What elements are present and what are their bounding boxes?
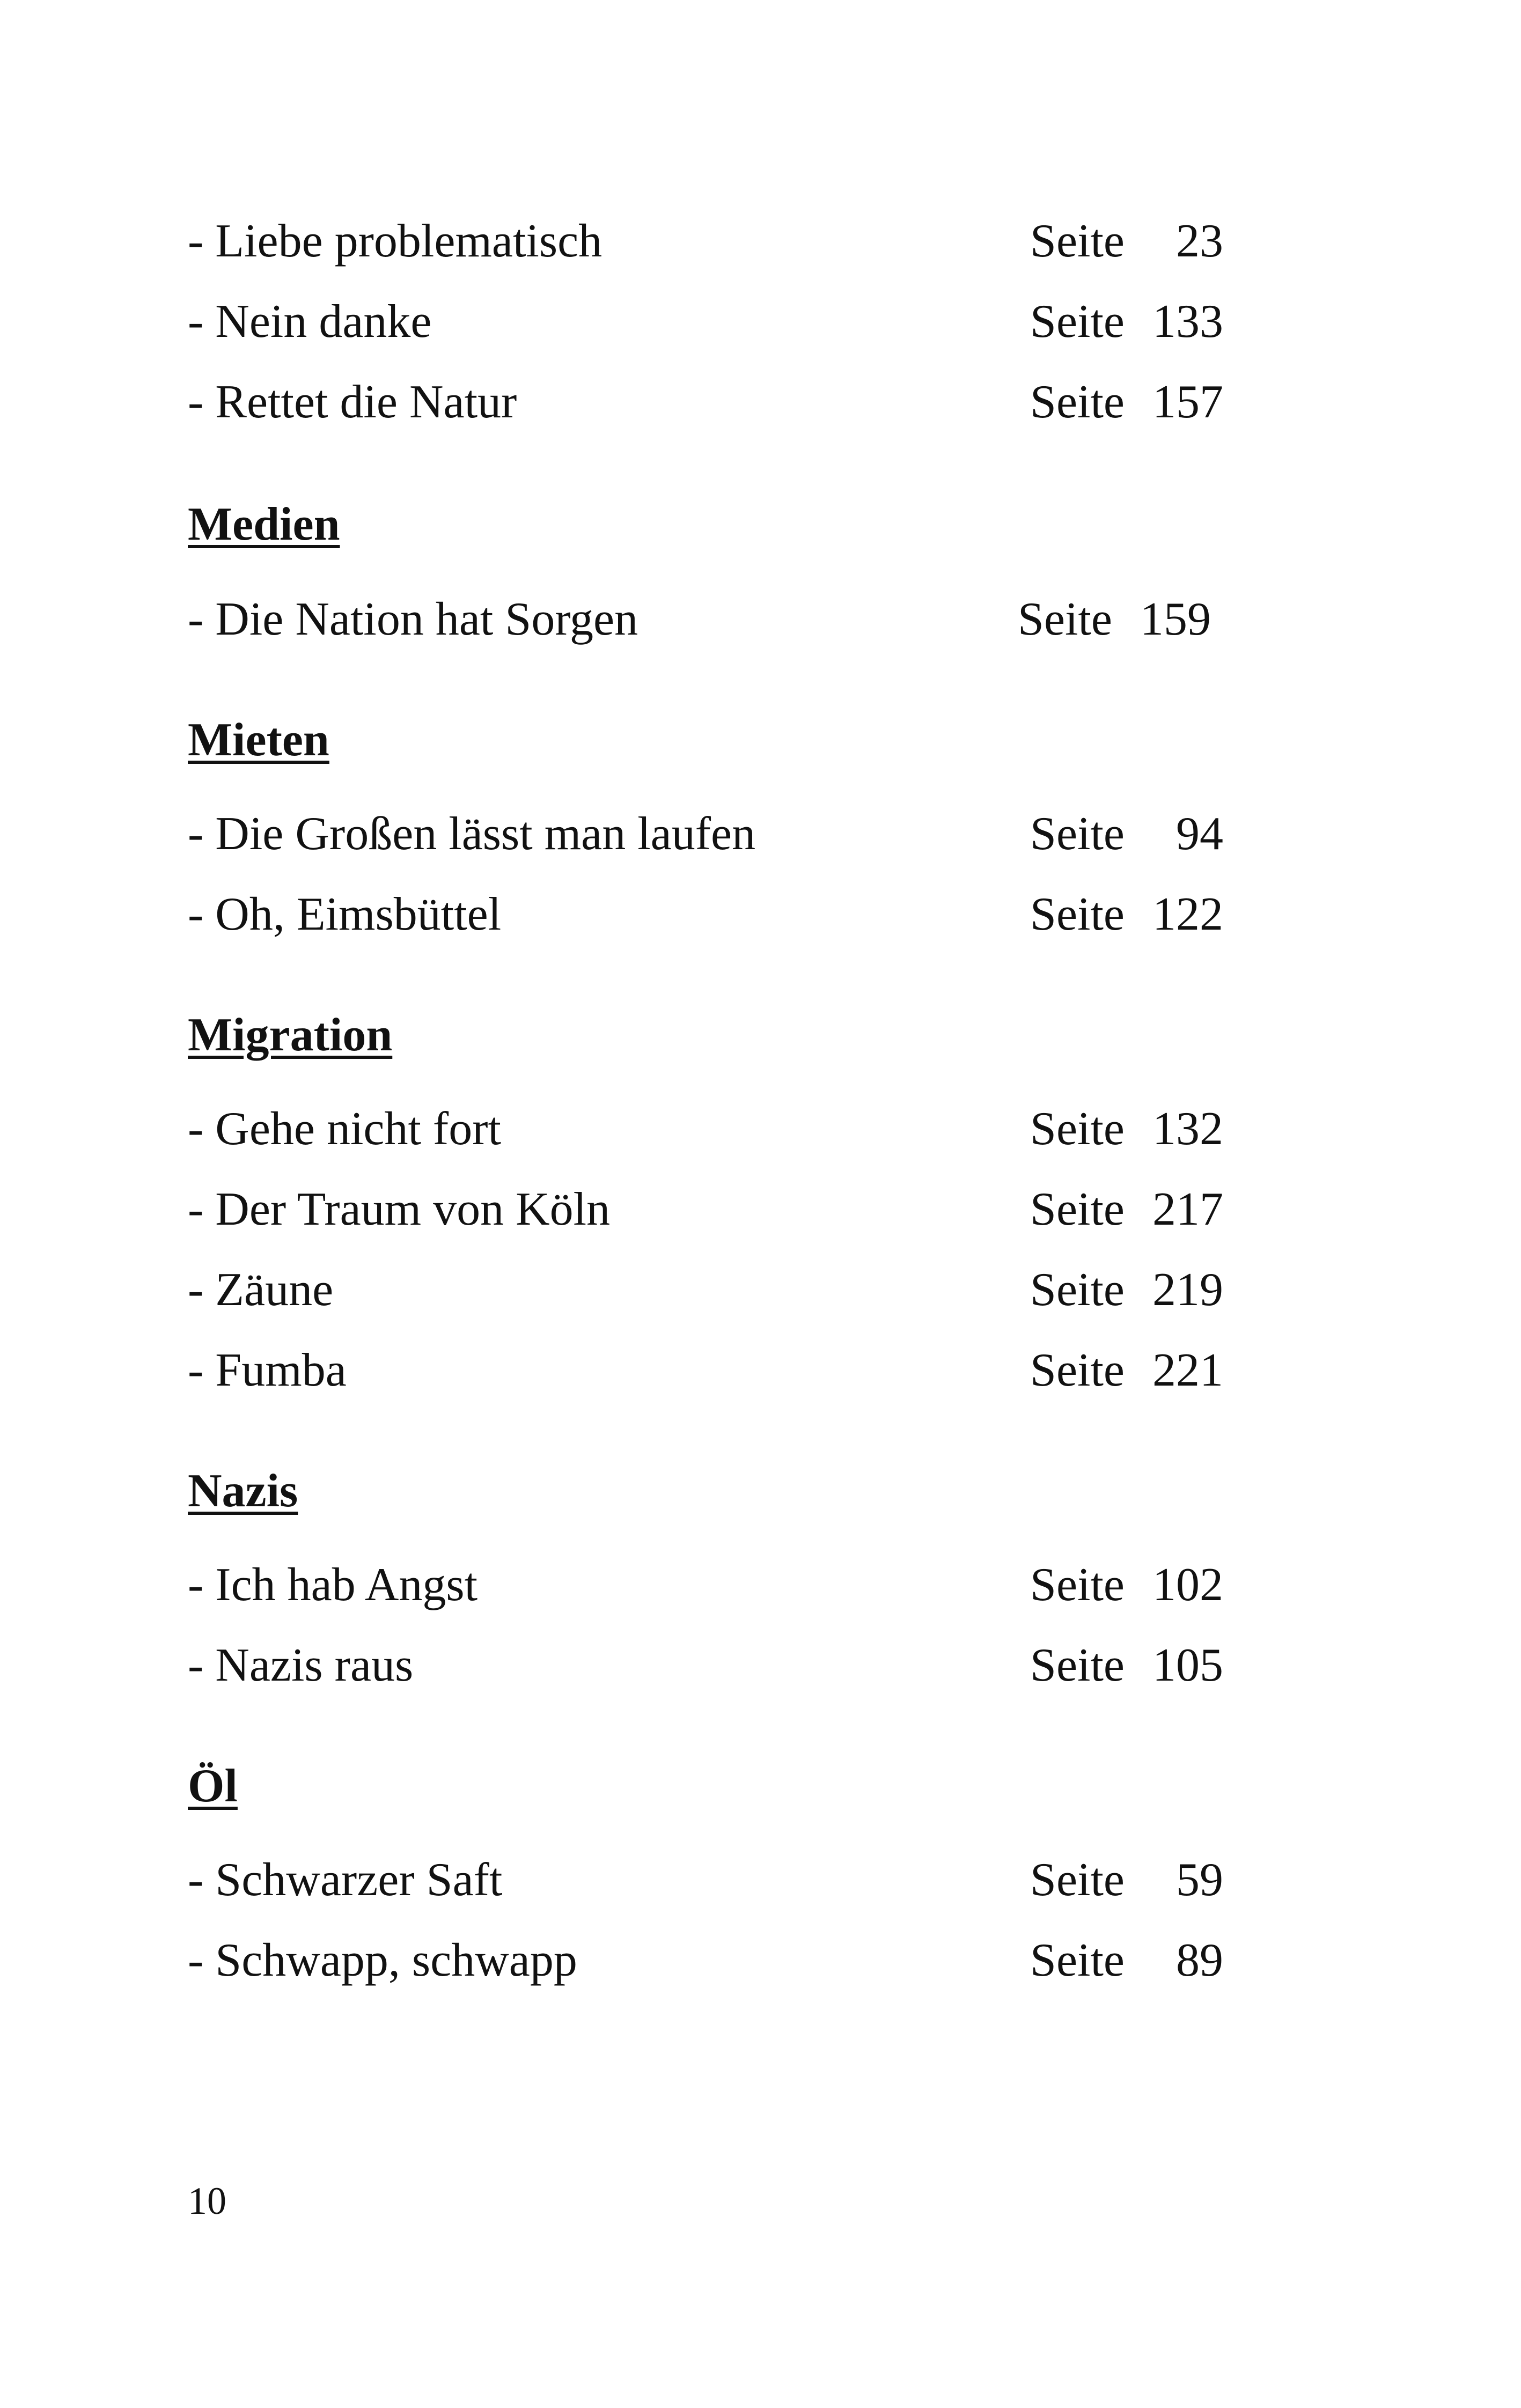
index-entry (188, 295, 1223, 349)
entry-page-label: Seite (1030, 296, 1125, 348)
index-entry (188, 1558, 1223, 1612)
index-entry (188, 593, 1223, 646)
entry-page-number: 23 (1176, 215, 1223, 267)
entry-page-number: 94 (1176, 808, 1223, 860)
section-heading-migration: Migration (188, 1009, 393, 1061)
index-entry (188, 1934, 1223, 1987)
entry-page-reference (1030, 295, 1223, 349)
entry-title: - Gehe nicht fort (188, 1103, 501, 1155)
entry-page-number: 133 (1152, 296, 1223, 348)
entry-title: - Der Traum von Köln (188, 1183, 611, 1235)
index-entry (188, 888, 1223, 941)
entry-page-number: 102 (1152, 1559, 1223, 1611)
entry-title: - Schwapp, schwapp (188, 1934, 577, 1986)
index-entry (188, 1639, 1223, 1692)
entry-page-label: Seite (1030, 1639, 1125, 1691)
entry-page-number: 122 (1152, 888, 1223, 940)
entry-page-label: Seite (1018, 593, 1112, 645)
entry-page-number: 89 (1176, 1934, 1223, 1986)
entry-page-number: 132 (1152, 1103, 1223, 1155)
entry-page-label: Seite (1030, 1103, 1125, 1155)
entry-title: - Liebe problematisch (188, 215, 602, 267)
section-heading-medien: Medien (188, 498, 340, 550)
section-heading-nazis: Nazis (188, 1465, 298, 1517)
entry-title: - Nazis raus (188, 1639, 414, 1691)
entry-page-label: Seite (1030, 808, 1125, 860)
entry-page-number: 217 (1152, 1183, 1223, 1235)
entry-page-number: 219 (1152, 1264, 1223, 1316)
entry-title: - Zäune (188, 1264, 334, 1316)
entry-page-reference (1030, 1344, 1223, 1397)
entry-page-reference (1030, 1558, 1223, 1612)
entry-page-label: Seite (1030, 215, 1125, 267)
entry-page-label: Seite (1030, 1854, 1125, 1906)
entry-page-label: Seite (1030, 1559, 1125, 1611)
entry-page-reference (1030, 1639, 1223, 1692)
index-entry (188, 807, 1223, 861)
entry-title: - Ich hab Angst (188, 1559, 478, 1611)
entry-page-number: 105 (1152, 1639, 1223, 1691)
entry-title: - Schwarzer Saft (188, 1854, 503, 1906)
entry-title: - Die Nation hat Sorgen (188, 593, 638, 645)
entry-page-reference (1018, 593, 1211, 646)
index-entry (188, 1102, 1223, 1156)
index-entry (188, 1344, 1223, 1397)
entry-page-label: Seite (1030, 376, 1125, 428)
index-entry (188, 1853, 1223, 1907)
entry-page-reference (1030, 1102, 1223, 1156)
section-heading-oel: Öl (188, 1760, 238, 1812)
entry-page-reference (1030, 1183, 1223, 1236)
entry-title: - Fumba (188, 1344, 347, 1396)
entry-page-label: Seite (1030, 1183, 1125, 1235)
entry-title: - Die Großen lässt man laufen (188, 808, 756, 860)
index-entry (188, 375, 1223, 429)
entry-title: - Nein danke (188, 296, 432, 348)
entry-page-label: Seite (1030, 1934, 1125, 1986)
entry-page-reference (1030, 807, 1223, 861)
entry-page-reference (1030, 1263, 1223, 1317)
entry-page-number: 221 (1152, 1344, 1223, 1396)
index-entry (188, 1183, 1223, 1236)
entry-page-reference (1030, 888, 1223, 941)
entry-page-label: Seite (1030, 888, 1125, 940)
entry-page-number: 59 (1176, 1854, 1223, 1906)
entry-title: - Oh, Eimsbüttel (188, 888, 502, 940)
entry-page-reference (1030, 1934, 1223, 1987)
entry-page-number: 157 (1152, 376, 1223, 428)
section-heading-mieten: Mieten (188, 714, 329, 766)
entry-page-label: Seite (1030, 1264, 1125, 1316)
index-entry (188, 1263, 1223, 1317)
entry-page-reference (1030, 1853, 1223, 1907)
page-number: 10 (188, 2179, 226, 2222)
entry-page-reference (1030, 375, 1223, 429)
entry-page-number: 159 (1140, 593, 1211, 645)
entry-page-reference (1030, 215, 1223, 268)
entry-title: - Rettet die Natur (188, 376, 517, 428)
index-entry (188, 215, 1223, 268)
entry-page-label: Seite (1030, 1344, 1125, 1396)
